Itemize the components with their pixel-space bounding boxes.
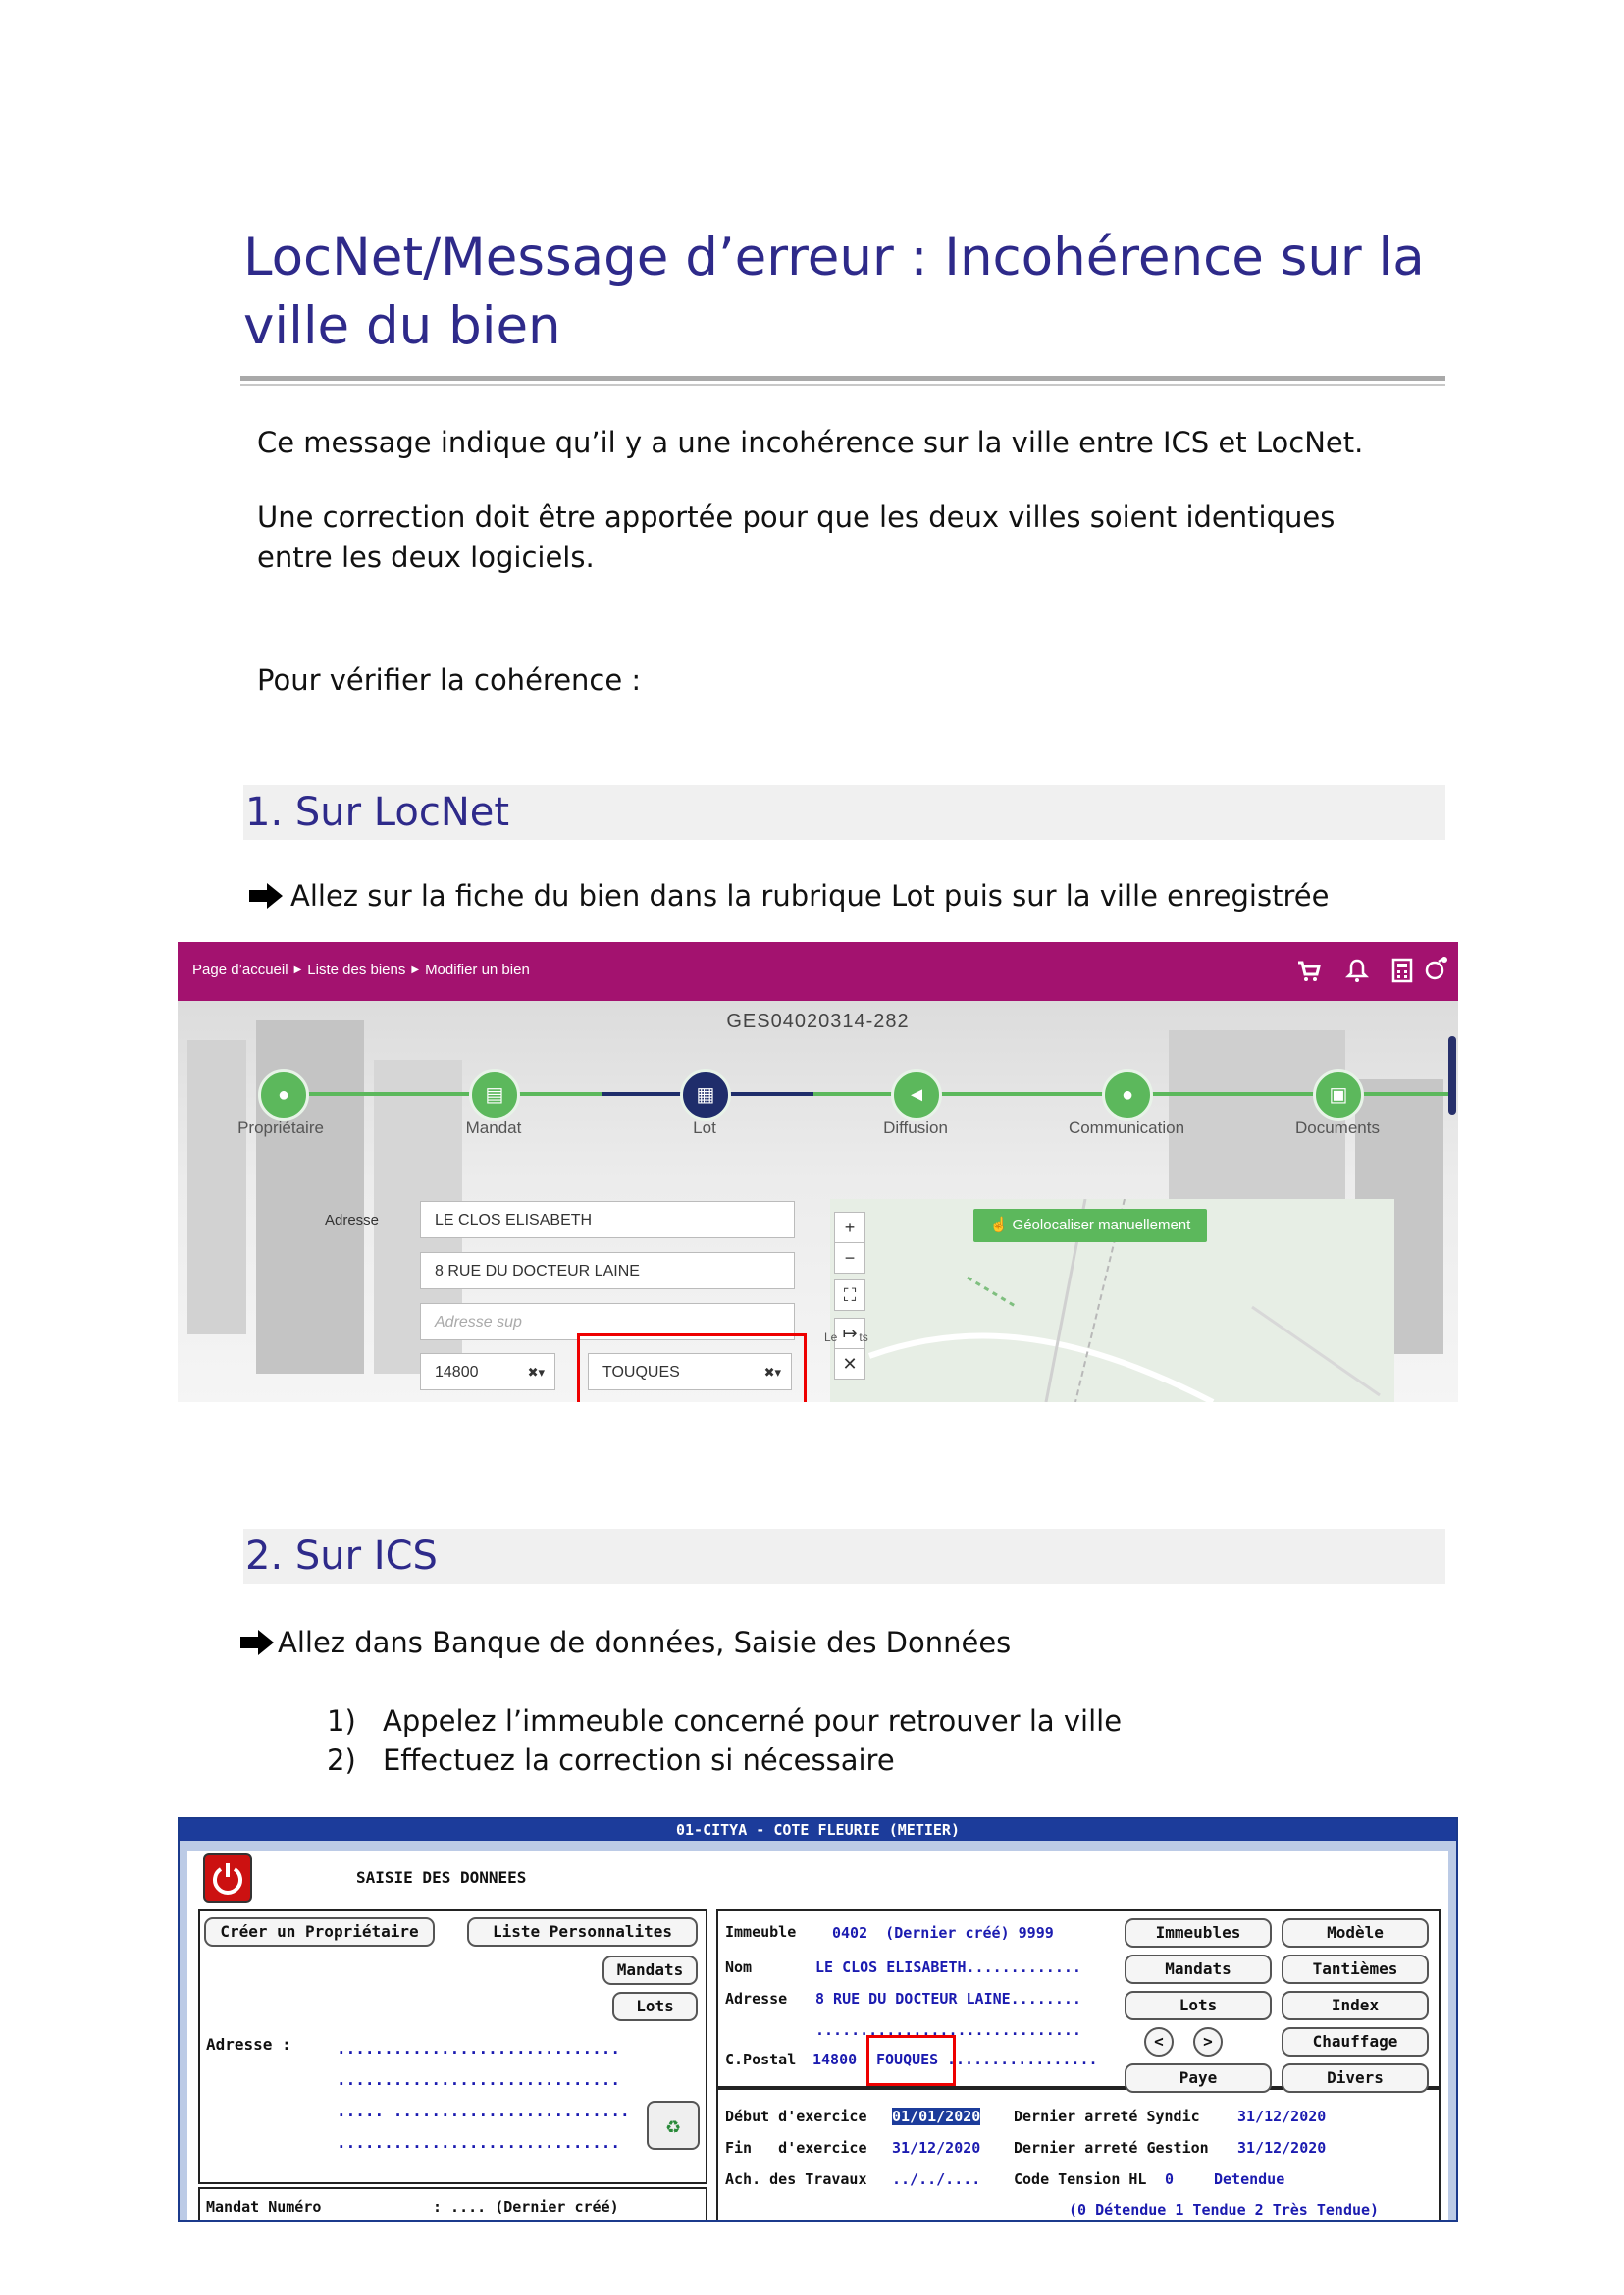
recycle-bin-icon[interactable]: ♻: [647, 2101, 700, 2150]
zoom-in-button[interactable]: +: [834, 1212, 865, 1243]
ics-fiscal-start-label: Début d'exercice: [725, 2108, 867, 2125]
ics-building-label: Immeuble: [725, 1923, 797, 1941]
next-record-button[interactable]: >: [1193, 2027, 1223, 2057]
lots-button[interactable]: Lots: [1125, 1991, 1272, 2020]
create-owner-button[interactable]: Créer un Propriétaire: [204, 1917, 435, 1947]
ics-window-title: 01-CITYA - COTE FLEURIE (METIER): [180, 1819, 1456, 1841]
ics-city-dots[interactable]: .................: [947, 2051, 1098, 2068]
ics-city-highlight-box: [866, 2035, 956, 2086]
ics-step-1-number: 1): [327, 1704, 356, 1738]
step-documents-label[interactable]: Documents: [1295, 1119, 1380, 1137]
ics-last-management-label: Dernier arreté Gestion: [1014, 2139, 1209, 2157]
ics-right-border: [1448, 1851, 1456, 2222]
map-label-part-2: ts: [859, 1330, 868, 1344]
ics-last-syndic-value[interactable]: 31/12/2020: [1237, 2108, 1327, 2125]
step-communication-icon[interactable]: ●: [1102, 1069, 1153, 1121]
section-1-number: 1.: [245, 790, 284, 835]
title-rule-secondary: [240, 384, 1445, 386]
step-diffusion-icon[interactable]: ◄: [891, 1069, 942, 1121]
city-highlight-box: [577, 1333, 807, 1402]
ics-address2-label: Adresse: [725, 1990, 788, 2008]
scrollbar-thumb[interactable]: [1448, 1036, 1456, 1115]
ics-step-2-text: Effectuez la correction si nécessaire: [382, 1744, 895, 1777]
ics-postal-label: C.Postal: [725, 2051, 797, 2068]
ics-step-1-text: Appelez l’immeuble concerné pour retrouver la ville: [382, 1704, 1123, 1738]
ics-fiscal-start-value[interactable]: 01/01/2020: [892, 2108, 981, 2125]
locnet-top-bar: [178, 942, 1458, 1001]
ics-step-2: [327, 1741, 895, 1780]
section-2-heading: [245, 1529, 438, 1584]
chevron-right-icon: ▶: [293, 965, 302, 975]
ics-screenshot: [178, 1817, 1458, 2222]
section-2-title: Sur ICS: [294, 1534, 438, 1579]
ics-tension-label: Code Tension HL: [1014, 2170, 1147, 2188]
ics-building-value[interactable]: 0402 (Dernier créé) 9999: [832, 1924, 1054, 1942]
mandates-button[interactable]: Mandats: [1125, 1955, 1272, 1984]
ics-fiscal-end-label: Fin d'exercice: [725, 2139, 867, 2157]
step-mandat-label[interactable]: Mandat: [465, 1119, 522, 1137]
ics-fiscal-end-value[interactable]: 31/12/2020: [892, 2139, 981, 2157]
user-settings-icon[interactable]: [1424, 956, 1449, 983]
section-2-instruction-text: Allez dans Banque de données, Saisie des Données: [278, 1626, 1012, 1659]
background-building: [187, 1040, 246, 1334]
document-title: LocNet/Message d’erreur : Incohérence sur la ville du bien: [243, 228, 1425, 356]
title-rule: [240, 376, 1445, 381]
lots-button-left[interactable]: Lots: [612, 1992, 698, 2021]
section-2-number: 2.: [245, 1534, 284, 1579]
breadcrumb-home[interactable]: Page d’accueil: [192, 962, 288, 978]
zoom-out-button[interactable]: −: [834, 1242, 865, 1274]
ics-address2-extra[interactable]: ..............................: [815, 2021, 1081, 2039]
hand-pointer-icon: ☝: [989, 1217, 1009, 1233]
geolocate-manually-label: Géolocaliser manuellement: [1012, 1217, 1191, 1233]
index-button[interactable]: Index: [1282, 1991, 1429, 2020]
intro-paragraph-2: Une correction doit être apportée pour que les deux villes soient identiques entre les deux logiciels.: [257, 500, 1336, 574]
fullscreen-icon[interactable]: ⛶: [834, 1279, 865, 1311]
step-communication-label[interactable]: Communication: [1068, 1119, 1185, 1137]
postal-code-select[interactable]: [420, 1353, 555, 1390]
chevron-right-icon: ▶: [411, 965, 420, 975]
ics-screen-title: SAISIE DES DONNEES: [356, 1868, 527, 1887]
cart-icon[interactable]: [1296, 960, 1322, 983]
step-diffusion-label[interactable]: Diffusion: [883, 1119, 948, 1137]
arrow-right-icon: [238, 1628, 276, 1657]
map-label: [824, 1330, 868, 1344]
intro-paragraph-3: Pour vérifier la cohérence :: [257, 663, 642, 697]
ics-works-label: Ach. des Travaux: [725, 2170, 867, 2188]
ics-name-label: Nom: [725, 1958, 753, 1976]
previous-record-button[interactable]: <: [1144, 2027, 1174, 2057]
ics-title-bar-underline: [180, 1841, 1456, 1851]
postal-code-value: 14800: [435, 1364, 479, 1381]
ics-last-syndic-label: Dernier arreté Syndic: [1014, 2108, 1200, 2125]
power-button[interactable]: [203, 1853, 252, 1903]
intro-paragraph-1: Ce message indique qu’il y a une incohérence sur la ville entre ICS et LocNet.: [257, 426, 1364, 459]
buildings-button[interactable]: Immeubles: [1125, 1918, 1272, 1948]
ics-tension-text: Detendue: [1214, 2170, 1285, 2188]
misc-button[interactable]: Divers: [1282, 2063, 1429, 2093]
ics-left-border: [180, 1851, 187, 2222]
step-mandat-icon[interactable]: ▤: [469, 1069, 520, 1121]
clear-dropdown-icon[interactable]: ✖▾: [527, 1365, 545, 1380]
ics-address2-value[interactable]: 8 RUE DU DOCTEUR LAINE........: [815, 1990, 1081, 2008]
breadcrumb-list[interactable]: Liste des biens: [307, 962, 406, 978]
address-line-1-input[interactable]: LE CLOS ELISABETH: [420, 1201, 795, 1238]
step-proprietaire-label[interactable]: Propriétaire: [237, 1119, 324, 1137]
ics-address-label: Adresse :: [206, 2035, 291, 2054]
geolocate-manually-button[interactable]: [973, 1209, 1207, 1242]
payroll-button[interactable]: Paye: [1125, 2063, 1272, 2093]
ics-address-line-3[interactable]: ..... .........................: [337, 2102, 630, 2120]
bell-icon[interactable]: [1345, 958, 1369, 983]
ics-step-2-number: 2): [327, 1744, 356, 1777]
ics-mandate-label: Mandat Numéro: [206, 2198, 322, 2216]
mandates-button-left[interactable]: Mandats: [602, 1956, 698, 1985]
section-2-instruction: [238, 1623, 1011, 1662]
heating-button[interactable]: Chauffage: [1282, 2027, 1429, 2057]
step-lot-icon[interactable]: ▦: [680, 1069, 731, 1121]
ics-works-value[interactable]: ../../....: [892, 2170, 981, 2188]
address-line-2-input[interactable]: 8 RUE DU DOCTEUR LAINE: [420, 1252, 795, 1289]
ics-address-line-2[interactable]: ..............................: [337, 2070, 620, 2089]
step-lot-label[interactable]: Lot: [693, 1119, 716, 1137]
expand-icon[interactable]: ↦: [834, 1318, 865, 1349]
breadcrumb: [192, 962, 530, 978]
arrow-right-icon: [247, 881, 285, 911]
personalities-list-button[interactable]: Liste Personnalites: [467, 1917, 698, 1947]
ics-postal-value[interactable]: 14800: [812, 2051, 858, 2068]
ics-name-value[interactable]: LE CLOS ELISABETH.............: [815, 1958, 1081, 1976]
property-reference: GES04020314-282: [726, 1011, 910, 1032]
ics-step-1: [327, 1701, 1122, 1741]
address-label: Adresse: [325, 1212, 380, 1228]
ics-tension-value[interactable]: 0: [1165, 2170, 1175, 2188]
section-1-instruction-text: Allez sur la fiche du bien dans la rubrique Lot puis sur la ville enregistrée: [290, 879, 1330, 913]
address-sup-input[interactable]: Adresse sup: [420, 1303, 795, 1340]
section-1-title: Sur LocNet: [294, 790, 510, 835]
city-value: TOUQUES: [602, 1364, 680, 1381]
ics-tension-legend: (0 Détendue 1 Tendue 2 Très Tendue): [1069, 2201, 1380, 2218]
map-label-part-1: Le: [824, 1330, 838, 1344]
ics-address-line-4[interactable]: ..............................: [337, 2133, 620, 2152]
locnet-screenshot: [178, 942, 1458, 1402]
breadcrumb-current: Modifier un bien: [425, 962, 530, 978]
ics-address-line-1[interactable]: ..............................: [337, 2039, 620, 2058]
step-documents-icon[interactable]: ▣: [1313, 1069, 1364, 1121]
close-icon[interactable]: ✕: [834, 1348, 865, 1380]
step-proprietaire-icon[interactable]: ●: [258, 1069, 309, 1121]
clear-dropdown-icon[interactable]: ✖▾: [763, 1365, 781, 1380]
shares-button[interactable]: Tantièmes: [1282, 1955, 1429, 1984]
ics-city-value[interactable]: FOUQUES: [876, 2051, 939, 2068]
section-1-instruction: [247, 876, 1329, 915]
calculator-icon[interactable]: [1390, 958, 1414, 983]
power-icon: [205, 1855, 250, 1901]
ics-mandate-value[interactable]: : .... (Dernier créé): [433, 2198, 619, 2216]
ics-last-management-value[interactable]: 31/12/2020: [1237, 2139, 1327, 2157]
section-1-heading: [245, 785, 509, 840]
model-button[interactable]: Modèle: [1282, 1918, 1429, 1948]
